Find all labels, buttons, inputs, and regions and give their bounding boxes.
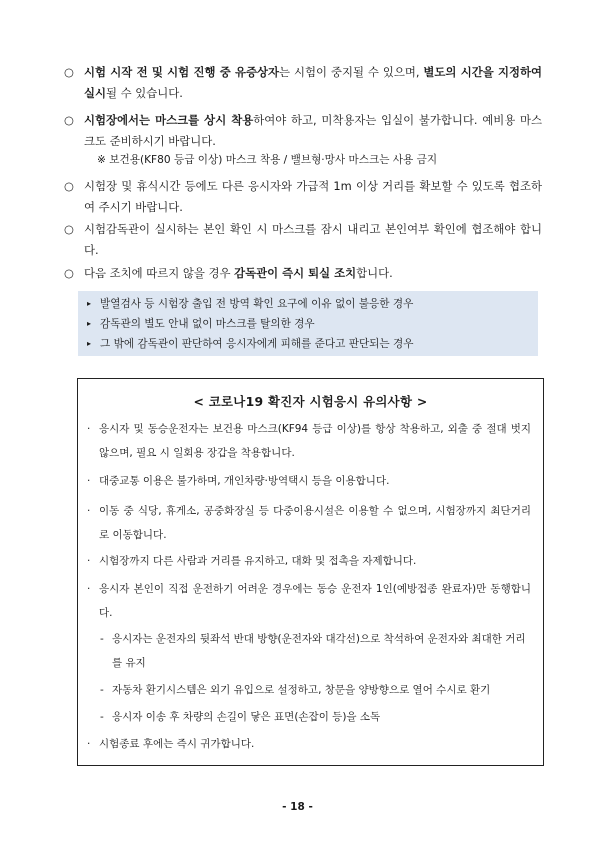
list-item [78, 294, 538, 314]
notice-symptomatic [64, 62, 542, 103]
notice-text: 합니다. [356, 266, 393, 280]
notice-text: 시험감독관이 실시하는 본인 확인 시 마스크를 잠시 내리고 본인여부 확인에 협조해야 합니다. [84, 222, 542, 257]
dash-bullet-icon: - [100, 684, 104, 696]
notice-text: 는 시험이 중지될 수 있으며, [279, 65, 424, 79]
circle-bullet-icon: ○ [64, 179, 74, 193]
guideline-item [87, 733, 531, 757]
notice-mask [64, 110, 542, 151]
guideline-text: 응시자 본인이 직접 운전하기 어려운 경우에는 동승 운전자 1인(예방접종 완료자)만 동행합니다. [99, 583, 531, 619]
notice-bold: 시험 시작 전 및 시험 진행 중 유증상자 [84, 65, 280, 79]
guideline-text: 대중교통 이용은 불가하며, 개인차량·방역택시 등을 이용합니다. [99, 475, 390, 487]
guideline-text: 이동 중 식당, 휴게소, 공중화장실 등 다중이용시설은 이용할 수 없으며, 시험장까지 최단거리로 이동합니다. [99, 505, 531, 541]
dot-bullet-icon: · [87, 505, 91, 517]
guideline-sub-text: 자동차 환기시스템은 외기 유입으로 설정하고, 창문을 양방향으로 열어 수시로 환기 [112, 684, 491, 696]
guideline-sub-text: 응시자 이송 후 차량의 손길이 닿은 표면(손잡이 등)을 소독 [112, 711, 381, 723]
dismissal-conditions-box [78, 291, 538, 356]
notice-bold: 시험장에서는 마스크를 상시 착용 [84, 113, 254, 127]
dot-bullet-icon: · [87, 738, 91, 750]
guideline-sub-item [100, 628, 532, 675]
notice-bold: 별도의 시간을 지정하여 실시 [84, 65, 543, 100]
guideline-sub-text: 응시자는 운전자의 뒷좌석 반대 방향(운전자와 대각선)으로 착석하여 운전자와 최대한 거리를 유지 [112, 633, 526, 669]
notice-text: 다음 조치에 따르지 않을 경우 [84, 266, 235, 280]
notice-id-check [64, 219, 542, 260]
guideline-item [87, 470, 531, 494]
triangle-bullet-icon: ▸ [87, 339, 92, 348]
dot-bullet-icon: · [87, 583, 91, 595]
list-item [78, 334, 538, 354]
notice-text: 하여야 하고, 미착용자는 입실이 불가합니다. 예비용 마스크도 준비하시기 바랍니다. [84, 113, 542, 148]
triangle-bullet-icon: ▸ [87, 319, 92, 328]
circle-bullet-icon: ○ [64, 266, 74, 280]
notice-text: 시험장 및 휴식시간 등에도 다른 응시자와 가급적 1m 이상 거리를 확보할 수 있도록 협조하여 주시기 바랍니다. [84, 179, 542, 214]
list-item-text: 발열검사 등 시험장 출입 전 방역 확인 요구에 이유 없이 불응한 경우 [100, 298, 414, 310]
dot-bullet-icon: · [87, 423, 91, 435]
notice-dismissal [64, 263, 542, 284]
circle-bullet-icon: ○ [64, 113, 74, 127]
mask-type-note: ※ 보건용(KF80 등급 이상) 마스크 착용 / 밸브형·망사 마스크는 사용 금지 [97, 154, 438, 166]
guideline-sub-item [100, 706, 532, 730]
dash-bullet-icon: - [100, 633, 104, 645]
guideline-item [87, 418, 531, 465]
triangle-bullet-icon: ▸ [87, 299, 92, 308]
guideline-sub-item [100, 679, 532, 703]
covid-guidelines-box [77, 378, 544, 766]
guideline-item [87, 578, 531, 625]
dot-bullet-icon: · [87, 475, 91, 487]
box-title: < 코로나19 확진자 시험응시 유의사항 > [193, 394, 428, 409]
guideline-text: 시험종료 후에는 즉시 귀가합니다. [99, 738, 255, 750]
dot-bullet-icon: · [87, 555, 91, 567]
list-item [78, 314, 538, 334]
dash-bullet-icon: - [100, 711, 104, 723]
guideline-item [87, 550, 531, 574]
notice-text: 될 수 있습니다. [106, 85, 183, 100]
circle-bullet-icon: ○ [64, 65, 74, 79]
guideline-item [87, 500, 531, 547]
page-number: - 18 - [282, 801, 313, 813]
list-item-text: 감독관의 별도 안내 없이 마스크를 탈의한 경우 [100, 318, 315, 330]
notice-bold: 감독관이 즉시 퇴실 조치 [234, 266, 357, 280]
notice-distance [64, 176, 542, 217]
list-item-text: 그 밖에 감독관이 판단하여 응시자에게 피해를 준다고 판단되는 경우 [100, 338, 414, 350]
guideline-text: 시험장까지 다른 사람과 거리를 유지하고, 대화 및 접촉을 자제합니다. [99, 555, 417, 567]
guideline-text: 응시자 및 동승운전자는 보건용 마스크(KF94 등급 이상)를 항상 착용하고, 외출 중 절대 벗지 않으며, 필요 시 일회용 장갑을 착용합니다. [99, 423, 531, 459]
circle-bullet-icon: ○ [64, 222, 74, 236]
